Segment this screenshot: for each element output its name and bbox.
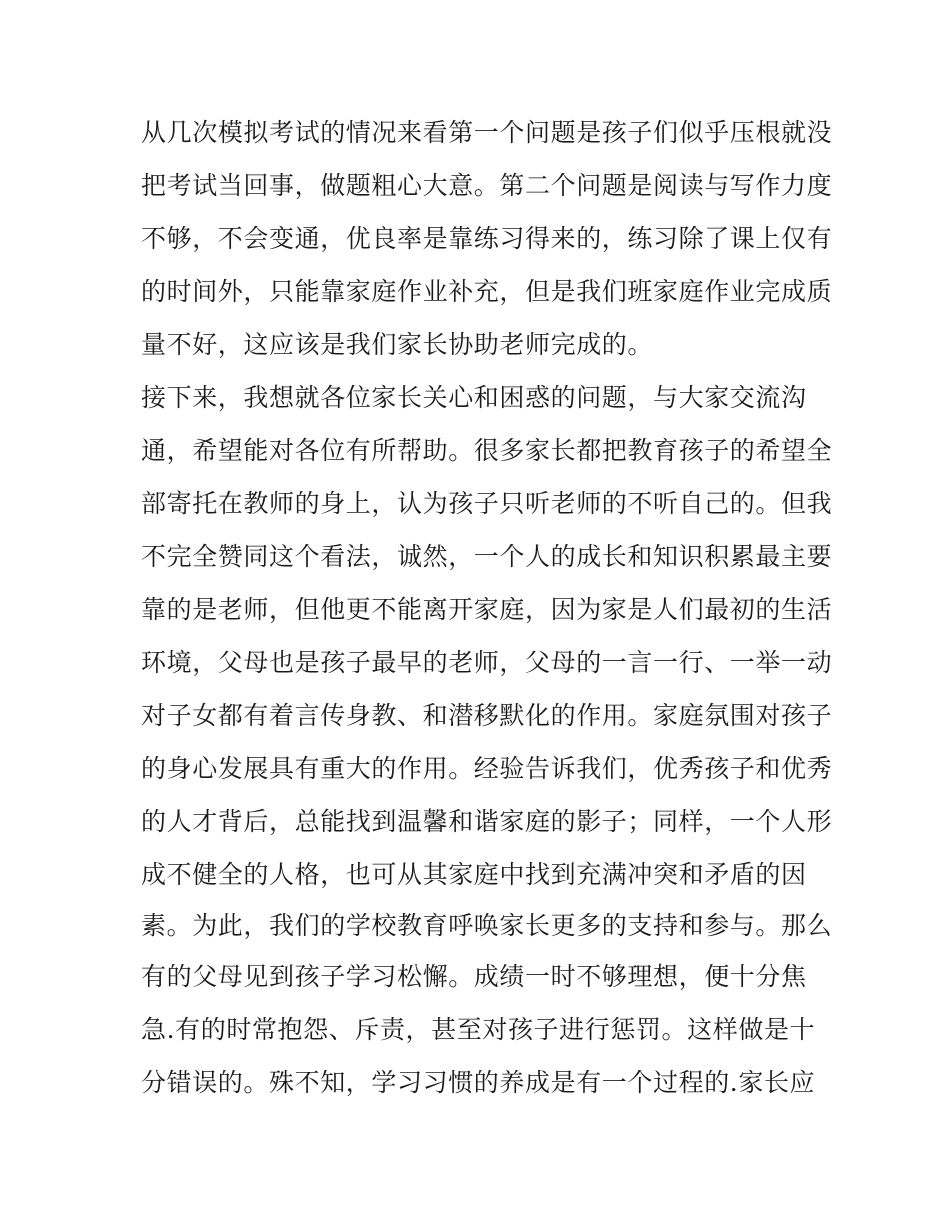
text-line: 不完全赞同这个看法，诚然，一个人的成长和知识积累最主要 <box>141 542 833 571</box>
text-line: 从几次模拟考试的情况来看第一个问题是孩子们似乎压根就没 <box>141 118 833 147</box>
text-line: 急.有的时常抱怨、斥责，甚至对孩子进行惩罚。这样做是十 <box>141 1015 816 1044</box>
text-line: 成不健全的人格，也可从其家庭中找到充满冲突和矛盾的因 <box>141 860 807 889</box>
text-line: 通，希望能对各位有所帮助。很多家长都把教育孩子的希望全 <box>141 436 833 465</box>
document-body <box>141 106 833 1109</box>
text-line: 接下来，我想就各位家长关心和困惑的问题，与大家交流沟 <box>141 383 807 412</box>
text-line: 对子女都有着言传身教、和潜移默化的作用。家庭氛围对孩子 <box>141 701 833 730</box>
text-line: 素。为此，我们的学校教育呼唤家长更多的支持和参与。那么 <box>141 911 833 940</box>
text-line: 量不好，这应该是我们家长协助老师完成的。 <box>141 330 654 359</box>
text-line: 分错误的。殊不知，学习习惯的养成是有一个过程的.家长应 <box>141 1068 816 1097</box>
text-line: 靠的是老师，但他更不能离开家庭，因为家是人们最初的生活 <box>141 595 833 624</box>
text-line: 有的父母见到孩子学习松懈。成绩一时不够理想，便十分焦 <box>141 962 807 991</box>
paragraph <box>141 950 821 1109</box>
text-line: 不够，不会变通，优良率是靠练习得来的，练习除了课上仅有 <box>141 224 833 253</box>
paragraph <box>141 106 833 371</box>
text-line: 的人才背后，总能找到温馨和谐家庭的影子；同样，一个人形 <box>141 807 833 836</box>
text-line: 把考试当回事，做题粗心大意。第二个问题是阅读与写作力度 <box>141 171 833 200</box>
text-line: 环境，父母也是孩子最早的老师，父母的一言一行、一举一动 <box>141 648 833 677</box>
text-line: 的时间外，只能靠家庭作业补充，但是我们班家庭作业完成质 <box>141 277 833 306</box>
text-line: 的身心发展具有重大的作用。经验告诉我们，优秀孩子和优秀 <box>141 754 833 783</box>
paragraph <box>141 371 833 950</box>
text-line: 部寄托在教师的身上，认为孩子只听老师的不听自己的。但我 <box>141 489 833 518</box>
